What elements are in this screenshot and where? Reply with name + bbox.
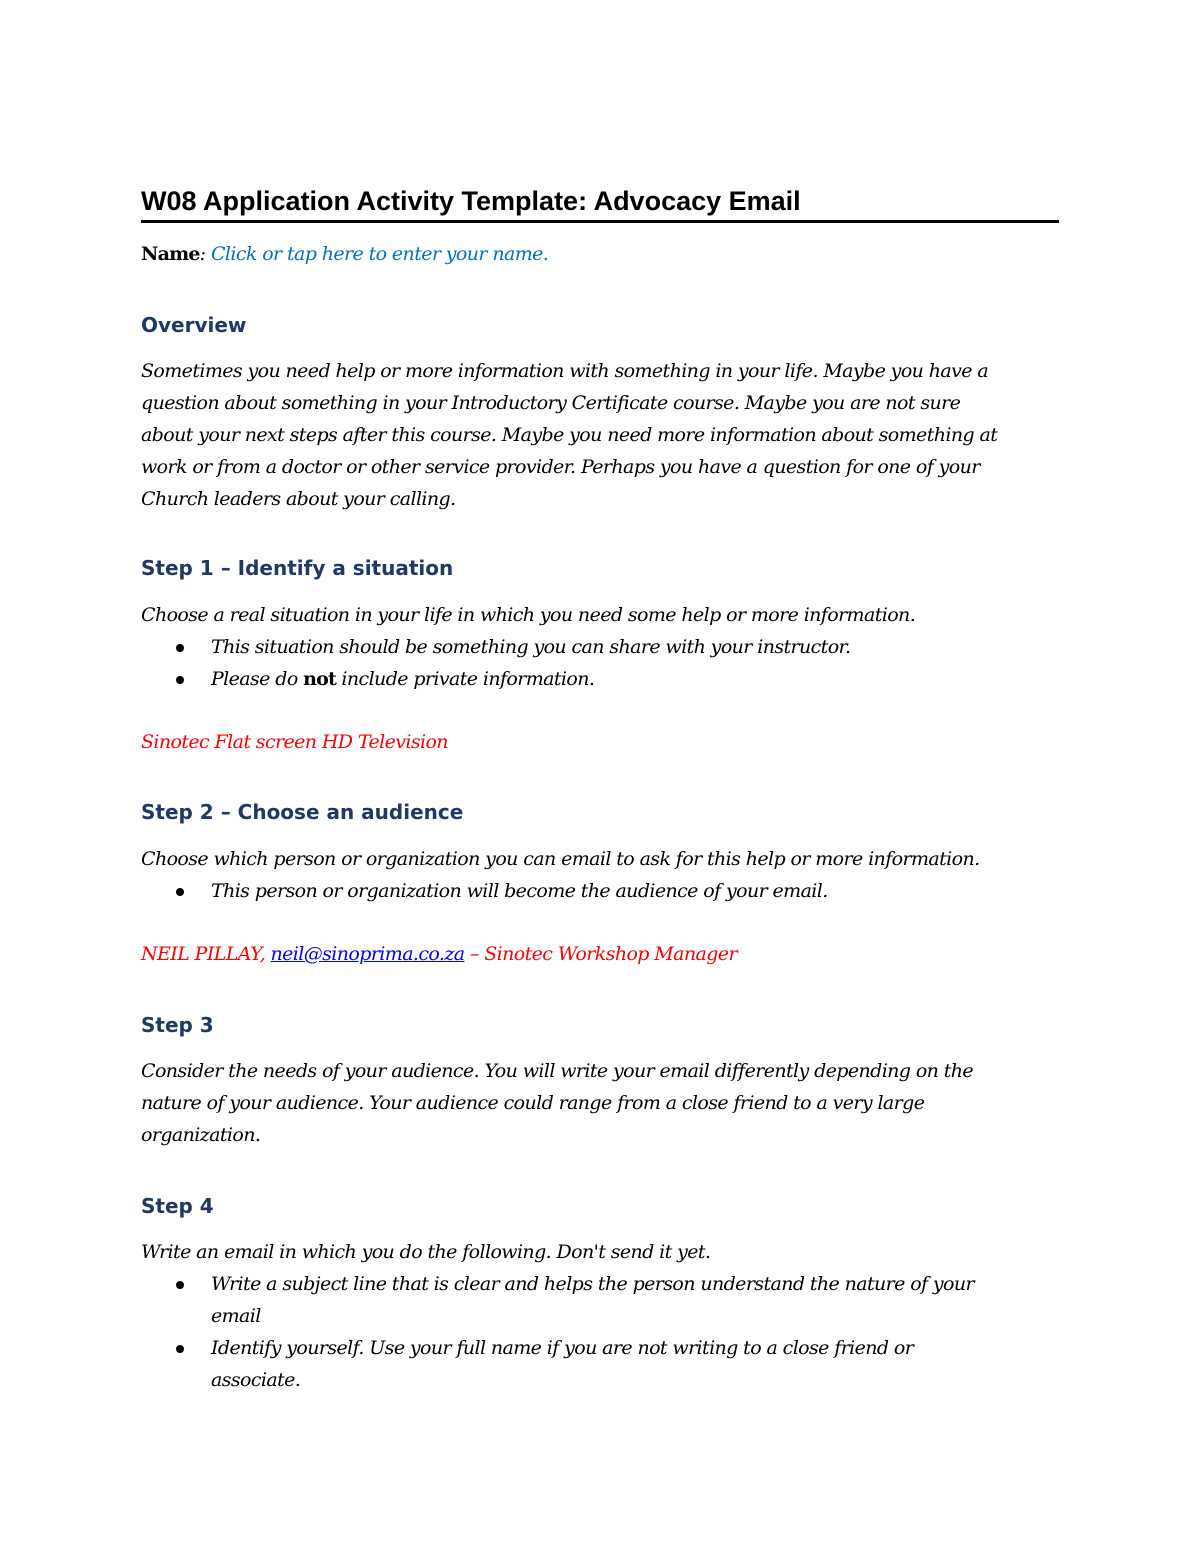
step3-heading: Step 3: [141, 1013, 214, 1037]
name-input-placeholder[interactable]: Click or tap here to enter your name.: [210, 243, 549, 265]
name-label: Name: [141, 243, 200, 265]
step1-body: [141, 599, 1071, 695]
step4-heading: Step 4: [141, 1194, 214, 1218]
bullet-text: Please do: [211, 668, 304, 690]
name-field-row: [141, 238, 1071, 270]
name-colon: :: [199, 243, 206, 265]
step1-intro: Choose a real situation in your life in which you need some help or more information.: [141, 604, 916, 626]
step3-line: Consider the needs of your audience. You will write your email differently depending on the: [141, 1060, 974, 1082]
bullet-emphasis: not: [303, 668, 336, 690]
step2-answer: [141, 938, 1071, 970]
overview-heading: Overview: [141, 313, 247, 337]
title-divider: [141, 220, 1059, 223]
step3-line: organization.: [141, 1124, 261, 1146]
overview-line: about your next steps after this course. Maybe you need more information about something at: [141, 424, 998, 446]
step2-heading: Step 2 – Choose an audience: [141, 800, 464, 824]
step3-paragraph: [141, 1055, 1071, 1151]
email-link[interactable]: neil@sinoprima.co.za: [270, 943, 465, 965]
document-title: W08 Application Activity Template: Advocacy Email: [141, 186, 801, 216]
step4-bullet-cont: email: [211, 1305, 261, 1327]
answer-role: – Sinotec Workshop Manager: [464, 943, 737, 965]
step1-answer: Sinotec Flat screen HD Television: [141, 731, 448, 753]
step4-bullet: Write a subject line that is clear and helps the person understand the nature of your: [141, 1268, 1071, 1300]
step4-body: [141, 1236, 1071, 1396]
step1-bullet: This situation should be something you can share with your instructor.: [141, 631, 1071, 663]
step2-bullet: This person or organization will become the audience of your email.: [141, 875, 1071, 907]
step1-bullet: [141, 663, 1071, 695]
overview-line: Church leaders about your calling.: [141, 488, 456, 510]
step4-intro: Write an email in which you do the following. Don't send it yet.: [141, 1241, 711, 1263]
overview-line: question about something in your Introductory Certificate course. Maybe you are not sure: [141, 392, 961, 414]
step1-heading: Step 1 – Identify a situation: [141, 556, 454, 580]
bullet-text: include private information.: [335, 668, 595, 690]
answer-name: NEIL PILLAY,: [141, 943, 271, 965]
step2-body: [141, 843, 1071, 907]
step4-bullet-cont: associate.: [211, 1369, 301, 1391]
step3-line: nature of your audience. Your audience could range from a close friend to a very large: [141, 1092, 925, 1114]
overview-line: Sometimes you need help or more information with something in your life. Maybe you have a: [141, 360, 989, 382]
step2-intro: Choose which person or organization you can email to ask for this help or more information.: [141, 848, 980, 870]
step4-bullet: Identify yourself. Use your full name if you are not writing to a close friend or: [141, 1332, 1071, 1364]
overview-line: work or from a doctor or other service provider. Perhaps you have a question for one of your: [141, 456, 980, 478]
overview-paragraph: [141, 355, 1071, 515]
